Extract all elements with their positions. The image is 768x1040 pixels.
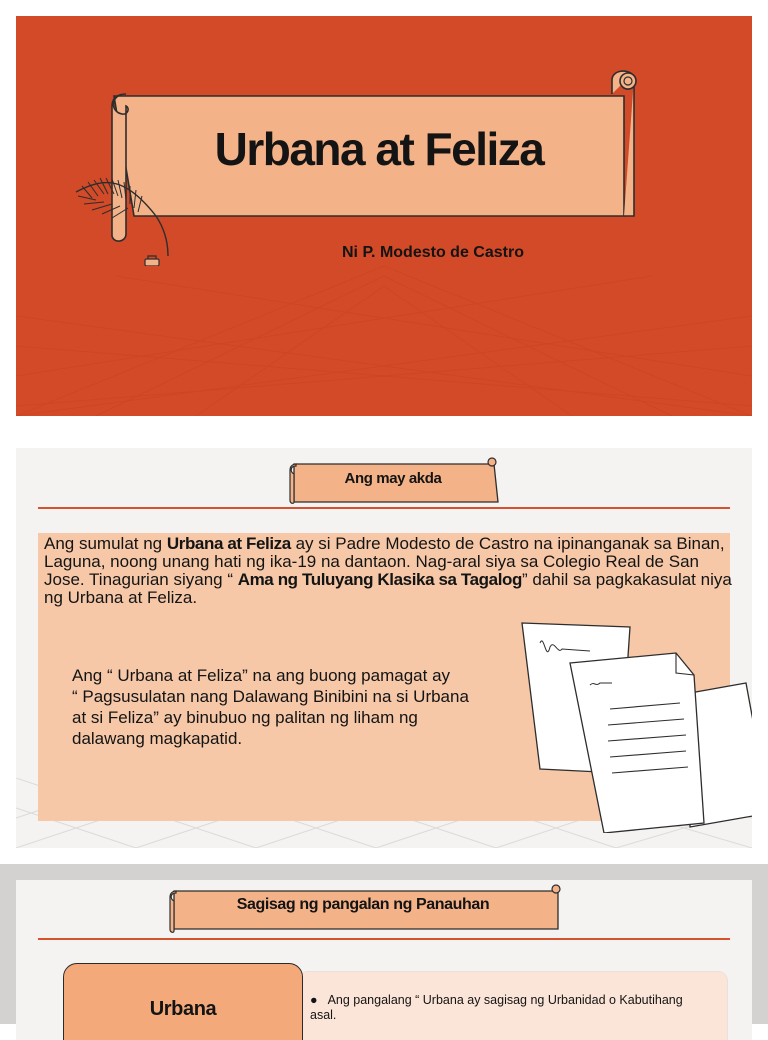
text-line: at si Feliza” ay binubuo ng palitan ng liham ng bbox=[72, 708, 418, 727]
bold-run: Ama ng Tuluyang Klasika sa Tagalog bbox=[237, 570, 523, 589]
symbol-slide bbox=[16, 880, 752, 1040]
text-line: “ Pagsusulatan nang Dalawang Binibini na si Urbana bbox=[72, 687, 469, 706]
text-line: Ang “ Urbana at Feliza” na ang buong pamagat ay bbox=[72, 666, 451, 685]
title-slide bbox=[16, 16, 752, 416]
author-paragraph bbox=[44, 535, 734, 607]
description-text bbox=[310, 993, 690, 1023]
text-run: ” dahil sa pagkakasulat niya ng Urbana at Feliza. bbox=[44, 570, 732, 607]
bold-run: Urbana at Feliza bbox=[166, 534, 291, 553]
text-run: Ang sumulat ng bbox=[44, 534, 167, 553]
divider bbox=[38, 507, 730, 509]
character-name: Urbana bbox=[149, 998, 217, 1020]
description-line: Ang pangalang “ Urbana ay sagisag ng Urbanidad o Kabutihang asal. bbox=[310, 993, 683, 1022]
section-heading: Sagisag ng pangalan ng Panauhan bbox=[236, 896, 490, 913]
author-line: Ni P. Modesto de Castro bbox=[342, 244, 524, 261]
title-paragraph bbox=[72, 665, 522, 749]
divider bbox=[38, 938, 730, 940]
ink-pot-icon bbox=[145, 256, 159, 266]
letters-icon bbox=[500, 613, 752, 833]
slide-title: Urbana at Feliza bbox=[214, 123, 544, 175]
section-heading: Ang may akda bbox=[344, 470, 442, 487]
bullet-icon: ● bbox=[310, 993, 318, 1007]
text-line: dalawang magkapatid. bbox=[72, 729, 243, 748]
author-slide bbox=[16, 448, 752, 848]
text-run: ay si Padre Modesto de Castro na ipinanganak sa Binan, Laguna, noong unang hati ng ika-19 na dantaon. Nag-aral siya sa Colegio Real de San Jose. Tinagurian siyang “ bbox=[44, 534, 725, 589]
